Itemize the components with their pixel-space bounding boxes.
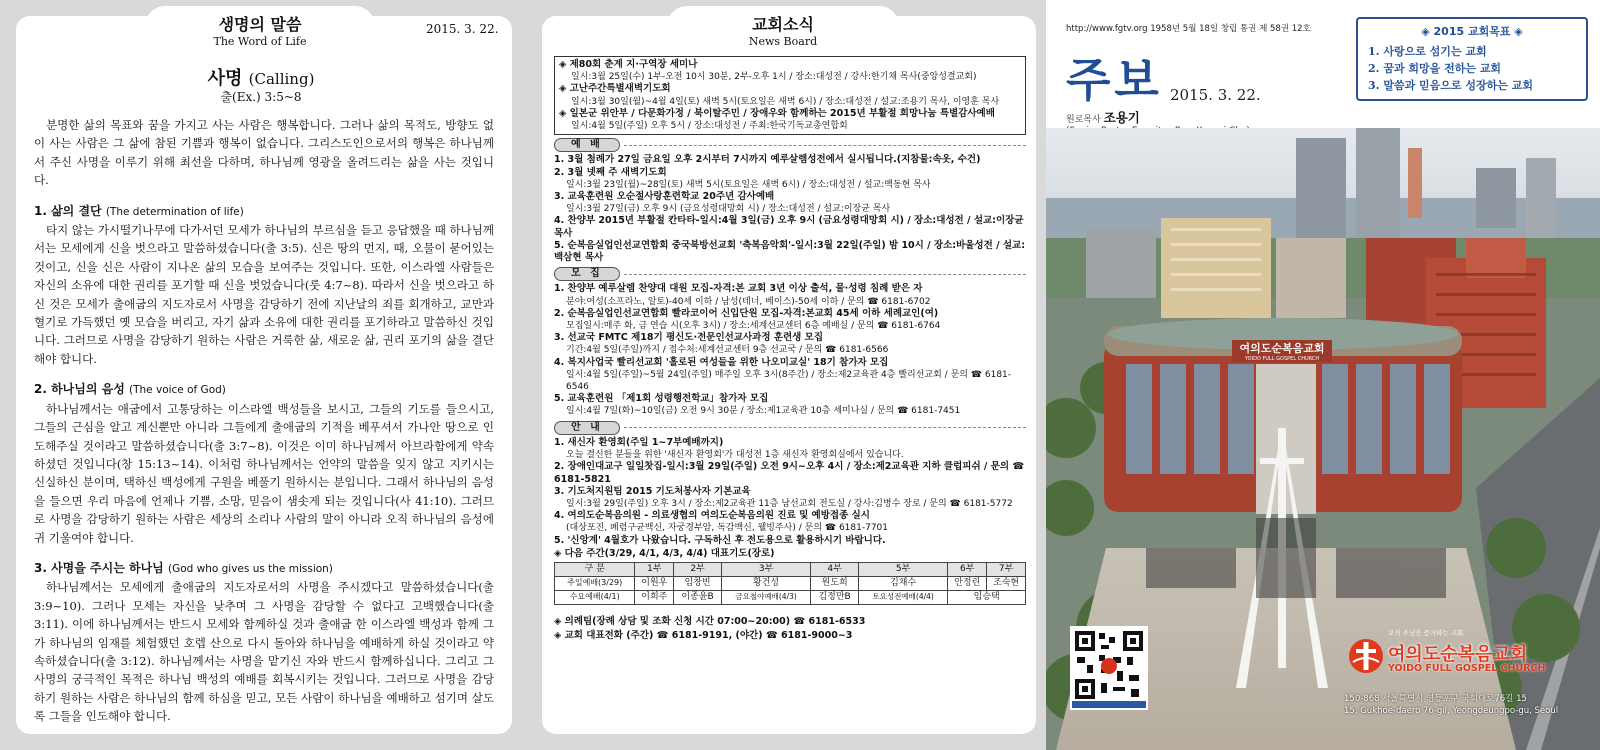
list-item-detail: 일시:3월 23일(월)~28일(토) 새벽 5시(토요일은 새벽 6시) / 장소:대성전 / 설교:백동현 목사 bbox=[566, 179, 931, 190]
table-header: 4부 bbox=[811, 562, 859, 576]
section-heading-kr: 1. 삶의 결단 bbox=[34, 203, 102, 218]
section-divider bbox=[624, 145, 1026, 146]
funeral-contact: ◈ 의례팀(장례 상담 및 조화 신청 시간 07:00~20:00) ☎ 6181-6533 bbox=[554, 615, 866, 627]
section-heading-en: (God who gives us the mission) bbox=[167, 562, 333, 575]
table-header: 5부 bbox=[858, 562, 947, 576]
table-cell: 이종윤B bbox=[674, 590, 722, 604]
table-cell: 조숙현 bbox=[987, 576, 1026, 590]
news-board-panel bbox=[522, 0, 1046, 750]
section-heading bbox=[34, 380, 494, 399]
role-label: 원로목사 bbox=[1066, 115, 1101, 125]
table-header: 7부 bbox=[987, 562, 1026, 576]
table-header: 1부 bbox=[635, 562, 674, 576]
list-item: 5. 순복음실업인선교연합회 중국북방선교회 '축복음악회'-일시:3월 22일(주일) 밤 10시 / 장소:바울성전 / 설교:백삼현 목사 bbox=[554, 239, 1026, 264]
cover-header: http://www.fgtv.org 1958년 5월 18일 창립 통권 제 58권 12호 bbox=[1066, 24, 1311, 34]
event-detail: 일시:3월 25일(수) 1부-오전 10시 30분, 2부-오후 1시 / 장소:대성전 / 강사:한기채 목사(중앙성결교회) bbox=[571, 72, 977, 83]
table-cell: 수요예배(4/1) bbox=[555, 590, 635, 604]
word-subtitle: The Word of Life bbox=[213, 35, 307, 48]
list-item-detail: 모집일시:매주 화, 금 연습 시(오후 3시) / 장소:세계선교센터 6층 예배실 / 문의 ☎ 6181-6764 bbox=[566, 321, 941, 332]
list-item-detail: (대상포진, 폐렴구균백신, 자궁경부암, 독감백신, 웰빙주사) / 문의 ☎ 6181-7701 bbox=[566, 523, 889, 534]
sermon-body bbox=[34, 116, 494, 726]
list-item: 1. 새신자 환영회(주일 1~7부예배까지) bbox=[554, 436, 724, 448]
list-item: 4. 복지사업국 빨리선교회 '홀로된 여성들을 위한 나오미교실' 18기 참가자 모집 bbox=[554, 356, 889, 368]
table-cell: 임창빈 bbox=[674, 576, 722, 590]
prayer-schedule-title: ◈ 다음 주간(3/29, 4/1, 4/3, 4/4) 대표기도(장로) bbox=[554, 547, 775, 559]
goal-item: 3. 말씀과 믿음으로 성장하는 교회 bbox=[1368, 79, 1533, 92]
prayer-schedule-table bbox=[554, 562, 1026, 605]
section-divider bbox=[624, 274, 1026, 275]
building-sign-en: YOIDO FULL GOSPEL CHURCH bbox=[1244, 356, 1320, 362]
table-row bbox=[555, 590, 1026, 604]
info-list bbox=[554, 437, 1026, 547]
sermon-title-en: (Calling) bbox=[248, 70, 315, 88]
address-kr: 150-868 서울특별시 영등포구 국회대로76길 15 bbox=[1344, 694, 1527, 704]
list-item: 5. '신앙계' 4월호가 나왔습니다. 구독하신 후 전도용으로 활용하시기 바랍니다. bbox=[554, 534, 886, 546]
logo-name: 여의도순복음교회 bbox=[1388, 644, 1528, 665]
church-logo bbox=[1344, 629, 1594, 684]
event-detail: 일시:4월 5일(주일) 오후 5시 / 장소:대성전 / 주최:한국기독교총연합회 bbox=[571, 121, 848, 132]
main-phone-contact: ◈ 교회 대표전화 (주간) ☎ 6181-9191, (야간) ☎ 6181-9000~3 bbox=[554, 629, 853, 641]
church-emblem-icon bbox=[1348, 636, 1384, 676]
table-cell: 이원우 bbox=[635, 576, 674, 590]
section-heading-en: (The voice of God) bbox=[129, 384, 226, 397]
table-cell: 이희주 bbox=[635, 590, 674, 604]
list-item-detail: 오늘 결신한 분들을 위한 '새신자 환영회'가 대성전 1층 새신자 환영회실에서 있습니다. bbox=[566, 450, 904, 461]
table-cell: 김채수 bbox=[858, 576, 947, 590]
list-item: 1. 3월 첨례가 27일 금요일 오후 2시부터 7시까지 예루살렘성전에서 실시됩니다.(지참물:속옷, 수건) bbox=[554, 154, 981, 166]
event-title: ◈ 고난주간특별새벽기도회 bbox=[559, 83, 671, 95]
section-label: 모 집 bbox=[554, 267, 620, 281]
list-item: 1. 찬양부 예루살렘 찬양대 대원 모집-자격:본 교회 3년 이상 출석, 물·성령 침례 받은 자 bbox=[554, 283, 923, 295]
word-title: 생명의 말씀 bbox=[218, 15, 302, 34]
table-cell: 토요성전예배(4/4) bbox=[858, 590, 947, 604]
list-item: 4. 찬양부 2015년 부활절 칸타타-일시:4월 3일(금) 오후 9시 (금요성령대망회 시) / 장소:대성전 / 설교:이장균 목사 bbox=[554, 215, 1024, 239]
list-item-detail: 기간:4월 5일(주일)까지 / 접수처:세계선교센터 9층 선교국 / 문의 ☎ 6181-6566 bbox=[566, 345, 889, 356]
bulletin-date: 2015. 3. 22. bbox=[1170, 86, 1261, 104]
section-heading-kr: 3. 사명을 주시는 하나님 bbox=[34, 560, 164, 575]
news-title: 교회소식 bbox=[752, 15, 814, 34]
worship-list bbox=[554, 154, 1026, 264]
table-cell: 주일예배(3/29) bbox=[555, 576, 635, 590]
list-item: 2. 순복음실업인선교연합회 빨라코이어 신입단원 모집-자격:본교회 45세 이하 세례교인(여) bbox=[554, 307, 939, 319]
section-info bbox=[554, 421, 1026, 435]
list-item: 5. 교육훈련원 「제1회 성령행전학교」참가자 모집 bbox=[554, 393, 769, 405]
list-item: 2. 장애인대교구 일일찻집-일시:3월 29일(주일) 오전 9시~오후 4시 / 장소:제2교육관 지하 클럽피쉬 / 문의 ☎ 6181-5821 bbox=[554, 461, 1025, 485]
bulletin-title: 주보 bbox=[1066, 53, 1163, 107]
word-of-life-panel bbox=[0, 0, 522, 750]
list-item: 4. 여의도순복음의원 - 의료생협의 여의도순복음의원 진료 및 예방접종 실시 bbox=[554, 510, 870, 522]
section-text: 하나님께서는 모세에게 출애굽의 지도자로서의 사명을 주시겠다고 말씀하셨습니다(출 3:9~10). 그러나 모세는 자신을 낮추며 그 사명을 감당할 수 없다고 고백했습니다(출 3:11). 이에 하나님께서는 반드시 모세와 함께하실 것과 출애굽 한 이스라엘 백성과 함께 그가 하나님의 임재를 체험했던 호렙 산으로 다시 돌아와 하나님을 예배하게 하실 것이라고 약속하셨습니다(출 3:12). 하나님께서는 사명을 맡기신 자와 반드시 함께하십니다. 그리고 그 사명의 궁극적인 목적은 하나님 백성의 예배를 회복시키는 것입니다. 그러므로 사명을 감당하기 원하는 사람은 하나님의 함께 하심을 믿고, 모든 사람이 하나님을 예배하고 섬기며 살도록 그들을 인도해야 합니다. bbox=[34, 580, 494, 724]
news-tab bbox=[667, 6, 899, 48]
table-header-row bbox=[555, 562, 1026, 576]
list-item: 3. 선교국 FMTC 제18기 평신도·전문인선교사과정 훈련생 모집 bbox=[554, 332, 824, 344]
table-cell: 안정린 bbox=[948, 576, 987, 590]
list-item-detail: 일시:4월 7일(화)~10일(금) 오전 9시 30분 / 장소:제1교육관 10층 세미나실 / 문의 ☎ 6181-7451 bbox=[566, 406, 961, 417]
section-heading-en: (The determination of life) bbox=[105, 205, 244, 218]
section-text: 타지 않는 가시떨기나무에 다가서던 모세가 하나님의 부르심을 듣고 응답했을 때 하나님께서는 모세에게 신을 벗으라고 말씀하셨습니다(출 3:5). 신은 땅의 먼지, 때, 오물이 묻어있는 것이고, 신을 신은 사람이 지나온 삶의 모습을 보여주는 것입니다. 또한, 이스라엘 사람들은 자신의 소유에 대한 권리를 포기할 때 신을 벗었습니다(룻 4:7~8). 따라서 신을 벗으라고 하신 것은 모세가 출애굽의 지도자로서 사명을 감당하기 전에 지난날의 죄를 회개하고, 교만과 혈기로 가득했던 옛 모습을 버리고, 자기 삶과 소유에 대한 권리를 포기하라고 말씀하신 것입니다. 그러므로 사명을 감당하기 원하는 사람은 거룩한 삶, 새로운 삶, 권리 포기의 삶을 결단해야 합니다. bbox=[34, 223, 494, 366]
contact-info bbox=[554, 615, 1026, 643]
goals-title: ◈ 2015 교회목표 ◈ bbox=[1421, 25, 1523, 38]
goal-item: 2. 꿈과 희망을 전하는 교회 bbox=[1368, 62, 1502, 75]
church-address bbox=[1344, 693, 1558, 717]
qr-code-icon bbox=[1072, 628, 1146, 708]
word-date: 2015. 3. 22. bbox=[426, 22, 499, 36]
list-item: 2. 3월 넷째 주 새벽기도회 bbox=[554, 166, 667, 178]
section-heading bbox=[34, 202, 494, 221]
table-cell: 임승택 bbox=[948, 590, 1026, 604]
event-detail: 일시:3월 30일(월)~4월 4일(토) 새벽 5시(토요일은 새벽 6시) / 장소:대성전 / 설교:조용기 목사, 이영훈 목사 bbox=[571, 96, 1000, 107]
event-title: ◈ 일본군 위안부 / 다문화가정 / 북이탈주민 / 장애우와 함께하는 2015년 부활절 희망나눔 특별감사예배 bbox=[559, 107, 995, 119]
featured-events-box bbox=[554, 56, 1026, 135]
section-divider bbox=[624, 427, 1026, 428]
section-label: 안 내 bbox=[554, 421, 620, 435]
logo-slogan: 오직 주님만 증거하는 교회 bbox=[1388, 629, 1464, 637]
table-header: 3부 bbox=[721, 562, 810, 576]
goals-list bbox=[1358, 39, 1586, 94]
section-heading-kr: 2. 하나님의 음성 bbox=[34, 382, 125, 397]
news-subtitle: News Board bbox=[748, 35, 818, 48]
recruit-list bbox=[554, 283, 1026, 417]
section-recruit bbox=[554, 267, 1026, 281]
list-item-detail: 일시:3월 29일(주일) 오후 3시 / 장소:제2교육관 11층 남선교회 전도실 / 강사:김병수 장로 / 문의 ☎ 6181-5772 bbox=[566, 498, 1013, 509]
table-cell: 금요철야예배(4/3) bbox=[721, 590, 810, 604]
address-en: 15, Gukhoe-daero 76-gil, Yeongdeungpo-gu, Seoul bbox=[1344, 706, 1559, 716]
sermon-title bbox=[0, 64, 522, 90]
table-cell: 김정만B bbox=[811, 590, 859, 604]
scripture-reference: 출(Ex.) 3:5~8 bbox=[220, 90, 302, 104]
sermon-title-kr: 사명 bbox=[207, 68, 243, 89]
event-title: ◈ 제80회 춘계 지·구역장 세미나 bbox=[559, 59, 698, 70]
logo-name-en: YOIDO FULL GOSPEL CHURCH bbox=[1388, 663, 1546, 674]
section-worship bbox=[554, 138, 1026, 152]
table-row bbox=[555, 576, 1026, 590]
list-item-detail: 분야:여성(소프라노, 알토)-40세 이하 / 남성(테너, 베이스)-50세 이하 / 문의 ☎ 6181-6702 bbox=[566, 296, 931, 307]
news-content bbox=[554, 56, 1026, 643]
list-item: 3. 기도처지원팀 2015 기도처봉사자 기본교육 bbox=[554, 485, 751, 497]
table-header: 2부 bbox=[674, 562, 722, 576]
section-label: 예 배 bbox=[554, 138, 620, 152]
church-goals-box bbox=[1356, 17, 1588, 101]
table-cell: 황건성 bbox=[721, 576, 810, 590]
list-item-detail: 일시:3월 27일(금) 오후 9시 (금요성령대망회 시) / 장소:대성전 / 설교:이장균 목사 bbox=[566, 204, 891, 215]
building-sign-kr: 여의도순복음교회 bbox=[1239, 342, 1325, 355]
list-item: 3. 교육훈련원 오순절사랑훈련학교 20주년 감사예배 bbox=[554, 191, 775, 203]
pastor-name: 조용기 bbox=[1103, 110, 1140, 125]
cover-panel bbox=[1046, 0, 1600, 750]
word-tab bbox=[145, 6, 375, 48]
goal-item: 1. 사랑으로 섬기는 교회 bbox=[1368, 45, 1487, 58]
table-cell: 원도희 bbox=[811, 576, 859, 590]
table-header: 6부 bbox=[948, 562, 987, 576]
sermon-intro: 분명한 삶의 목표와 꿈을 가지고 사는 사람은 행복합니다. 그러나 삶의 목적도, 방향도 없이 사는 사람은 그 삶에 참된 기쁨과 행복이 없습니다. 그리스도인으로서의 행복은 하나님께서 주신 사명을 이루기 위해 최선을 다하며, 하나님께 영광을 올려드리는 삶을 사는 것입니다. bbox=[34, 118, 494, 188]
list-item-detail: 일시:4월 5일(주일)~5월 24일(주일) 매주일 오후 3시(8주간) / 장소:제2교육관 4층 빨리선교회 / 문의 ☎ 6181-6546 bbox=[566, 369, 1012, 393]
section-text: 하나님께서는 애굽에서 고통당하는 이스라엘 백성들을 보시고, 그들의 기도를 들으시고, 그들의 근심을 알고 계신뿐만 아니라 그들에게 출애굽의 기적을 베푸셔서 가나안 땅으로 인도해주실 것이라고 말씀하셨습니다(출 3:7~8). 이것은 이미 하나님께서 아브라함에게 약속하셨던 것입니다(창 15:13~14). 이처럼 하나님께서는 언약의 말씀을 잊지 않고 지키시는 신실하신 분이며, 택하신 백성에게 구원을 베풀기 원하시는 분입니다. 그래서 하나님의 음성을 들으면 우리 마음에 언제나 기쁨, 소망, 믿음이 샘솟게 되는 것입니다(사 41:10). 그러므로 사명을 감당하기 원하는 사람은 세상의 소리나 사람의 말이 아니라 오직 하나님의 음성에 귀 기울여야 합니다. bbox=[34, 401, 494, 545]
table-header: 구 분 bbox=[555, 562, 635, 576]
section-heading bbox=[34, 559, 494, 578]
qr-code[interactable] bbox=[1070, 626, 1148, 710]
